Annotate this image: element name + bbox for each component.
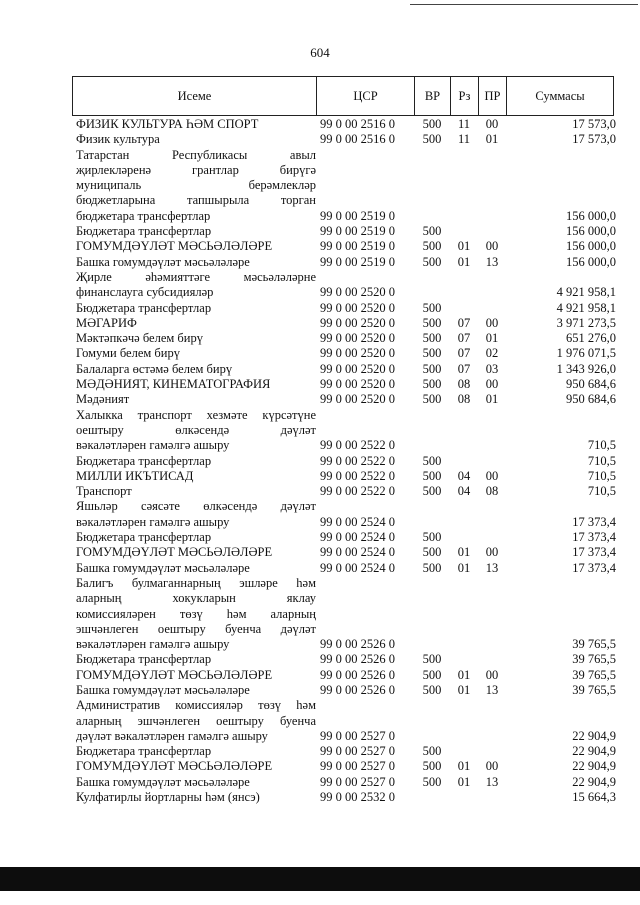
row-name-line: Бюджетара трансфертлар <box>76 453 212 468</box>
row-sum: 22 904,9 <box>572 759 616 774</box>
row-name-line: ГОМУМДӘҮЛӘТ МӘСЬӘЛӘЛӘРЕ <box>76 545 273 560</box>
row-rz: 01 <box>457 774 471 789</box>
row-name-line: Балигъ булмаганнарның эшләре һәм <box>76 575 316 590</box>
row-csr: 99 0 00 2526 0 <box>320 682 395 697</box>
row-rz: 07 <box>457 331 471 346</box>
row-csr: 99 0 00 2520 0 <box>320 300 395 315</box>
row-pr: 01 <box>485 392 499 407</box>
row-name <box>76 698 316 744</box>
row-pr: 00 <box>485 315 499 330</box>
table-row <box>76 775 616 790</box>
row-sum: 710,5 <box>587 453 616 468</box>
row-csr: 99 0 00 2524 0 <box>320 530 395 545</box>
row-csr: 99 0 00 2520 0 <box>320 285 395 300</box>
row-rz: 01 <box>457 239 471 254</box>
row-rz: 04 <box>457 484 471 499</box>
row-name <box>76 652 316 667</box>
row-csr: 99 0 00 2526 0 <box>320 637 395 652</box>
row-name-line: Кулфатирлы йортларны һәм (янсэ) <box>76 790 260 805</box>
row-name <box>76 117 316 132</box>
row-name <box>76 301 316 316</box>
row-sum: 17 373,4 <box>572 545 616 560</box>
row-name <box>76 668 316 683</box>
row-csr: 99 0 00 2526 0 <box>320 652 395 667</box>
row-name-line: Бюджетара трансфертлар <box>76 300 212 315</box>
row-name <box>76 331 316 346</box>
row-name-line: Балаларга өстәмә белем бирү <box>76 361 233 376</box>
table-row <box>76 408 616 454</box>
row-csr: 99 0 00 2520 0 <box>320 331 395 346</box>
table-row <box>76 148 616 224</box>
row-pr: 03 <box>485 361 499 376</box>
table-row <box>76 499 616 530</box>
row-sum: 17 573,0 <box>572 132 616 147</box>
header-pr: ПР <box>479 77 507 115</box>
row-name-line: аларның эшчәнлеген оештыру буенча <box>76 713 316 728</box>
row-pr: 13 <box>485 254 499 269</box>
table-row <box>76 683 616 698</box>
row-vr: 500 <box>422 224 442 239</box>
row-vr: 500 <box>422 530 442 545</box>
row-name-line: аларның хокукларын яклау <box>76 591 316 606</box>
table-row <box>76 392 616 407</box>
row-pr: 13 <box>485 560 499 575</box>
row-name-line: бюджетларына тапшырыла торган <box>76 193 316 208</box>
row-name-line: оештыру өлкәсендә дәүләт <box>76 422 316 437</box>
row-sum: 156 000,0 <box>566 239 616 254</box>
row-name <box>76 759 316 774</box>
scan-bottom-border <box>0 867 640 891</box>
row-vr: 500 <box>422 682 442 697</box>
row-vr: 500 <box>422 346 442 361</box>
table-row <box>76 744 616 759</box>
row-name <box>76 561 316 576</box>
row-name-line: ГОМУМДӘҮЛӘТ МӘСЬӘЛӘЛӘРЕ <box>76 667 273 682</box>
row-csr: 99 0 00 2519 0 <box>320 254 395 269</box>
row-sum: 710,5 <box>587 468 616 483</box>
row-vr: 500 <box>422 453 442 468</box>
row-vr: 500 <box>422 468 442 483</box>
row-vr: 500 <box>422 545 442 560</box>
row-rz: 01 <box>457 254 471 269</box>
row-rz: 07 <box>457 315 471 330</box>
row-vr: 500 <box>422 560 442 575</box>
row-name-line: эшчәнлеген оештыру буенча дәүләт <box>76 621 316 636</box>
row-rz: 01 <box>457 759 471 774</box>
row-csr: 99 0 00 2522 0 <box>320 484 395 499</box>
table-row <box>76 530 616 545</box>
row-name <box>76 469 316 484</box>
row-name-line: вәкаләтләрен гамәлгә ашыру <box>76 637 230 652</box>
row-sum: 950 684,6 <box>566 392 616 407</box>
row-rz: 08 <box>457 377 471 392</box>
row-name <box>76 499 316 530</box>
table-row <box>76 454 616 469</box>
row-sum: 156 000,0 <box>566 208 616 223</box>
row-sum: 950 684,6 <box>566 377 616 392</box>
row-sum: 4 921 958,1 <box>556 300 616 315</box>
row-sum: 156 000,0 <box>566 254 616 269</box>
row-rz: 11 <box>457 132 471 147</box>
row-csr: 99 0 00 2524 0 <box>320 514 395 529</box>
table-row <box>76 331 616 346</box>
row-csr: 99 0 00 2524 0 <box>320 545 395 560</box>
row-name <box>76 316 316 331</box>
row-name-line: Татарстан Республикасы авыл <box>76 147 316 162</box>
row-name-line: ГОМУМДӘҮЛӘТ МӘСЬӘЛӘЛӘРЕ <box>76 239 273 254</box>
row-name-line: Бюджетара трансфертлар <box>76 224 212 239</box>
row-csr: 99 0 00 2522 0 <box>320 438 395 453</box>
row-name-line: ФИЗИК КУЛЬТУРА ҺӘМ СПОРТ <box>76 117 259 131</box>
row-pr: 00 <box>485 117 499 131</box>
row-vr: 500 <box>422 300 442 315</box>
row-vr: 500 <box>422 361 442 376</box>
row-sum: 17 373,4 <box>572 560 616 575</box>
row-sum: 22 904,9 <box>572 774 616 789</box>
row-name <box>76 408 316 454</box>
row-name-line: Административ комиссияләр төзү һәм <box>76 698 316 713</box>
row-rz: 01 <box>457 667 471 682</box>
row-csr: 99 0 00 2527 0 <box>320 774 395 789</box>
table-row <box>76 561 616 576</box>
header-csr: ЦСР <box>317 77 415 115</box>
row-rz: 07 <box>457 361 471 376</box>
row-name-line: Бюджетара трансфертлар <box>76 652 212 667</box>
row-vr: 500 <box>422 315 442 330</box>
row-name <box>76 484 316 499</box>
row-name-line: МИЛЛИ ИКЪТИСАД <box>76 468 194 483</box>
row-sum: 39 765,5 <box>572 667 616 682</box>
row-pr: 01 <box>485 331 499 346</box>
row-vr: 500 <box>422 652 442 667</box>
table-row <box>76 239 616 254</box>
row-csr: 99 0 00 2516 0 <box>320 132 395 147</box>
row-name <box>76 454 316 469</box>
page-number: 604 <box>310 45 330 60</box>
row-csr: 99 0 00 2520 0 <box>320 392 395 407</box>
table-row <box>76 316 616 331</box>
row-name <box>76 530 316 545</box>
row-name <box>76 377 316 392</box>
scan-bottom-edge <box>0 891 640 905</box>
row-pr: 08 <box>485 484 499 499</box>
row-pr: 00 <box>485 759 499 774</box>
row-name <box>76 683 316 698</box>
row-vr: 500 <box>422 744 442 759</box>
header-vr: ВР <box>415 77 451 115</box>
table-row <box>76 362 616 377</box>
row-pr: 00 <box>485 468 499 483</box>
row-name-line: вәкаләтләрен гамәлгә ашыру <box>76 438 230 453</box>
row-csr: 99 0 00 2527 0 <box>320 744 395 759</box>
row-vr: 500 <box>422 117 442 131</box>
row-name <box>76 239 316 254</box>
header-name: Исеме <box>73 77 317 115</box>
row-name <box>76 545 316 560</box>
row-name <box>76 744 316 759</box>
row-vr: 500 <box>422 759 442 774</box>
row-name-line: Башка гомумдәүләт мәсьәләләре <box>76 254 250 269</box>
row-name-line: Бюджетара трансфертлар <box>76 744 212 759</box>
row-csr: 99 0 00 2526 0 <box>320 667 395 682</box>
row-name-line: Башка гомумдәүләт мәсьәләләре <box>76 682 250 697</box>
row-rz: 08 <box>457 392 471 407</box>
row-name-line: Мәдәният <box>76 392 130 407</box>
budget-table-body <box>76 117 616 805</box>
row-vr: 500 <box>422 484 442 499</box>
row-name-line: финанслауга субсидияләр <box>76 285 214 300</box>
row-name-line: Яшьләр сәясәте өлкәсендә дәүләт <box>76 499 316 514</box>
row-name <box>76 132 316 147</box>
row-name-line: Мәктәпкәчә белем бирү <box>76 331 203 346</box>
row-name <box>76 148 316 224</box>
row-name-line: вәкаләтләрен гамәлгә ашыру <box>76 514 230 529</box>
row-csr: 99 0 00 2520 0 <box>320 377 395 392</box>
row-name <box>76 362 316 377</box>
row-name <box>76 790 316 805</box>
row-vr: 500 <box>422 774 442 789</box>
table-row <box>76 545 616 560</box>
row-csr: 99 0 00 2520 0 <box>320 346 395 361</box>
row-pr: 13 <box>485 682 499 697</box>
row-name <box>76 775 316 790</box>
row-rz: 01 <box>457 545 471 560</box>
row-rz: 01 <box>457 560 471 575</box>
row-rz: 07 <box>457 346 471 361</box>
row-name <box>76 576 316 652</box>
row-vr: 500 <box>422 667 442 682</box>
table-row <box>76 576 616 652</box>
row-csr: 99 0 00 2519 0 <box>320 208 395 223</box>
row-csr: 99 0 00 2527 0 <box>320 759 395 774</box>
table-row <box>76 224 616 239</box>
table-row <box>76 790 616 805</box>
row-pr: 00 <box>485 545 499 560</box>
row-csr: 99 0 00 2516 0 <box>320 117 395 131</box>
row-sum: 22 904,9 <box>572 728 616 743</box>
row-name-line: МӘГАРИФ <box>76 315 137 330</box>
row-csr: 99 0 00 2519 0 <box>320 239 395 254</box>
row-name-line: Гомуми белем бирү <box>76 346 180 361</box>
table-row <box>76 132 616 147</box>
row-vr: 500 <box>422 254 442 269</box>
row-rz: 04 <box>457 468 471 483</box>
row-sum: 3 971 273,5 <box>556 315 616 330</box>
row-sum: 39 765,5 <box>572 682 616 697</box>
row-csr: 99 0 00 2522 0 <box>320 453 395 468</box>
row-sum: 39 765,5 <box>572 637 616 652</box>
table-row <box>76 270 616 301</box>
row-sum: 156 000,0 <box>566 224 616 239</box>
table-row <box>76 652 616 667</box>
row-name-line: Транспорт <box>76 484 132 499</box>
row-name-line: Халыкка транспорт хезмәте күрсәтүне <box>76 407 316 422</box>
row-name <box>76 392 316 407</box>
table-row <box>76 698 616 744</box>
row-vr: 500 <box>422 132 442 147</box>
row-name-line: Башка гомумдәүләт мәсьәләләре <box>76 774 250 789</box>
row-vr: 500 <box>422 377 442 392</box>
row-pr: 00 <box>485 239 499 254</box>
row-sum: 39 765,5 <box>572 652 616 667</box>
row-pr: 02 <box>485 346 499 361</box>
top-rule <box>410 4 638 5</box>
table-row <box>76 117 616 132</box>
row-csr: 99 0 00 2527 0 <box>320 728 395 743</box>
header-rz: Рз <box>451 77 479 115</box>
row-pr: 13 <box>485 774 499 789</box>
row-name-line: Бюджетара трансфертлар <box>76 530 212 545</box>
row-sum: 710,5 <box>587 438 616 453</box>
table-row <box>76 255 616 270</box>
row-vr: 500 <box>422 239 442 254</box>
row-sum: 15 664,3 <box>572 790 616 805</box>
row-sum: 17 373,4 <box>572 530 616 545</box>
row-csr: 99 0 00 2522 0 <box>320 468 395 483</box>
row-name-line: җирлекләренә грантлар бирүгә <box>76 162 316 177</box>
row-sum: 1 976 071,5 <box>556 346 616 361</box>
row-sum: 17 373,4 <box>572 514 616 529</box>
row-rz: 01 <box>457 682 471 697</box>
row-name-line: ГОМУМДӘҮЛӘТ МӘСЬӘЛӘЛӘРЕ <box>76 759 273 774</box>
row-vr: 500 <box>422 392 442 407</box>
table-header <box>72 76 614 116</box>
row-name <box>76 255 316 270</box>
row-pr: 00 <box>485 667 499 682</box>
row-sum: 651 276,0 <box>566 331 616 346</box>
row-name-line: Башка гомумдәүләт мәсьәләләре <box>76 560 250 575</box>
header-sum: Суммасы <box>535 88 585 103</box>
row-csr: 99 0 00 2520 0 <box>320 315 395 330</box>
row-csr: 99 0 00 2520 0 <box>320 361 395 376</box>
row-sum: 710,5 <box>587 484 616 499</box>
row-name-line: МӘДӘНИЯТ, КИНЕМАТОГРАФИЯ <box>76 377 271 392</box>
row-sum: 22 904,9 <box>572 744 616 759</box>
table-row <box>76 301 616 316</box>
row-sum: 1 343 926,0 <box>556 361 616 376</box>
row-name <box>76 270 316 301</box>
row-sum: 4 921 958,1 <box>556 285 616 300</box>
table-row <box>76 759 616 774</box>
row-rz: 11 <box>457 117 471 131</box>
row-name-line: дәүләт вәкаләтләрен гамәлгә ашыру <box>76 728 268 743</box>
row-sum: 17 573,0 <box>572 117 616 131</box>
row-csr: 99 0 00 2524 0 <box>320 560 395 575</box>
row-csr: 99 0 00 2519 0 <box>320 224 395 239</box>
row-name <box>76 224 316 239</box>
table-row <box>76 377 616 392</box>
row-name-line: муниципаль берәмлекләр <box>76 178 316 193</box>
table-row <box>76 346 616 361</box>
row-name-line: бюджетара трансфертлар <box>76 208 211 223</box>
row-name <box>76 346 316 361</box>
row-csr: 99 0 00 2532 0 <box>320 790 395 805</box>
table-row <box>76 484 616 499</box>
row-name-line: Җирле әһәмияттәге мәсьәләләрне <box>76 269 316 284</box>
row-name-line: комиссияләрен төзү һәм аларның <box>76 606 316 621</box>
row-pr: 00 <box>485 377 499 392</box>
row-pr: 01 <box>485 132 499 147</box>
row-vr: 500 <box>422 331 442 346</box>
table-row <box>76 469 616 484</box>
table-row <box>76 668 616 683</box>
row-name-line: Физик культура <box>76 132 160 147</box>
